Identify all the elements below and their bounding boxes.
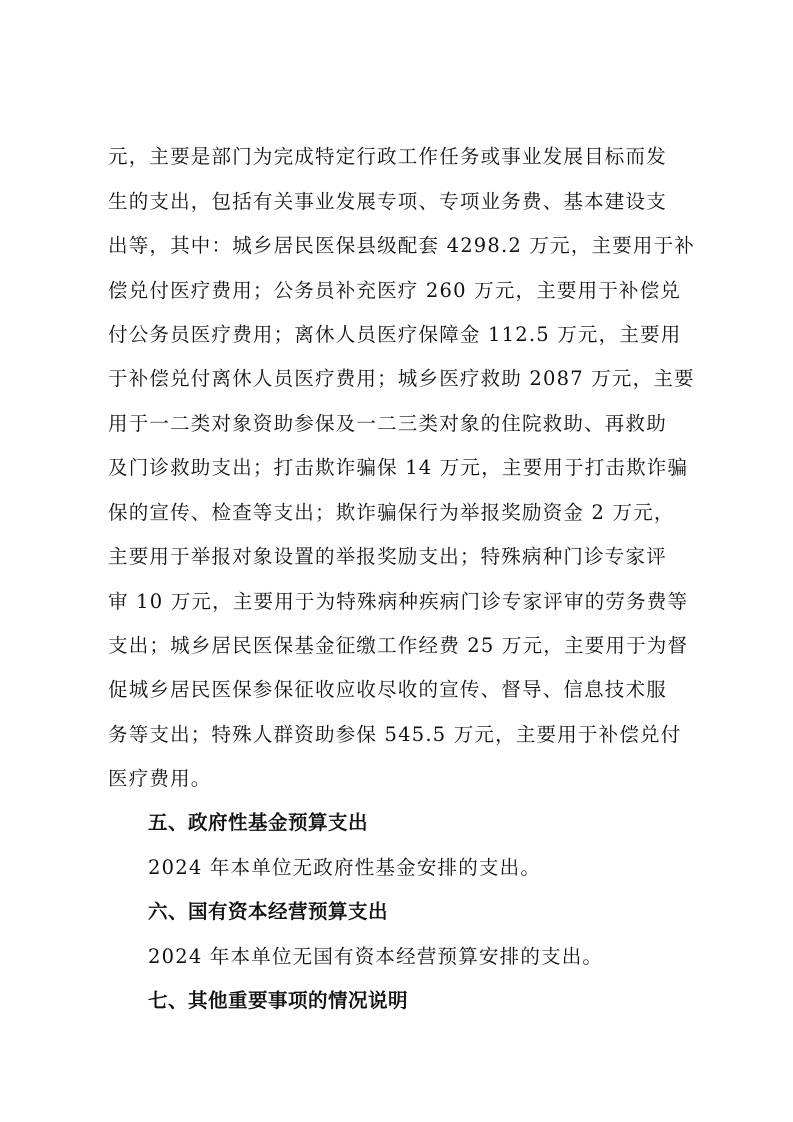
- paragraph-line: 元，主要是部门为完成特定行政工作任务或事业发展目标而发: [108, 145, 667, 168]
- paragraph-line: 付公务员医疗费用；离休人员医疗保障金 112.5 万元，主要用: [108, 323, 682, 346]
- section-heading-7: 七、其他重要事项的情况说明: [148, 989, 409, 1012]
- section-body-5: 2024 年本单位无政府性基金安排的支出。: [148, 856, 542, 879]
- paragraph-line: 生的支出，包括有关事业发展专项、专项业务费、基本建设支: [108, 190, 667, 213]
- paragraph-line: 促城乡居民医保参保征收应收尽收的宣传、督导、信息技术服: [108, 678, 667, 701]
- paragraph-line: 审 10 万元，主要用于为特殊病种疾病门诊专家评审的劳务费等: [108, 590, 689, 613]
- section-body-6: 2024 年本单位无国有资本经营预算安排的支出。: [148, 945, 604, 968]
- paragraph-line: 于补偿兑付离休人员医疗费用；城乡医疗救助 2087 万元，主要: [108, 367, 695, 390]
- paragraph-line: 医疗费用。: [108, 767, 212, 790]
- paragraph-line: 支出；城乡居民医保基金征缴工作经费 25 万元，主要用于为督: [108, 634, 689, 657]
- paragraph-line: 出等，其中：城乡居民医保县级配套 4298.2 万元，主要用于补: [108, 234, 696, 257]
- paragraph-line: 用于一二类对象资助参保及一二三类对象的住院救助、再救助: [108, 412, 667, 435]
- paragraph-line: 偿兑付医疗费用；公务员补充医疗 260 万元，主要用于补偿兑: [108, 279, 682, 302]
- paragraph-line: 保的宣传、检查等支出；欺诈骗保行为举报奖励资金 2 万元，: [108, 501, 675, 524]
- section-heading-5: 五、政府性基金预算支出: [148, 811, 369, 834]
- section-heading-6: 六、国有资本经营预算支出: [148, 900, 389, 923]
- paragraph-line: 主要用于举报对象设置的举报奖励支出；特殊病种门诊专家评: [108, 545, 667, 568]
- paragraph-line: 务等支出；特殊人群资助参保 545.5 万元，主要用于补偿兑付: [108, 723, 682, 746]
- paragraph-line: 及门诊救助支出；打击欺诈骗保 14 万元，主要用于打击欺诈骗: [108, 456, 689, 479]
